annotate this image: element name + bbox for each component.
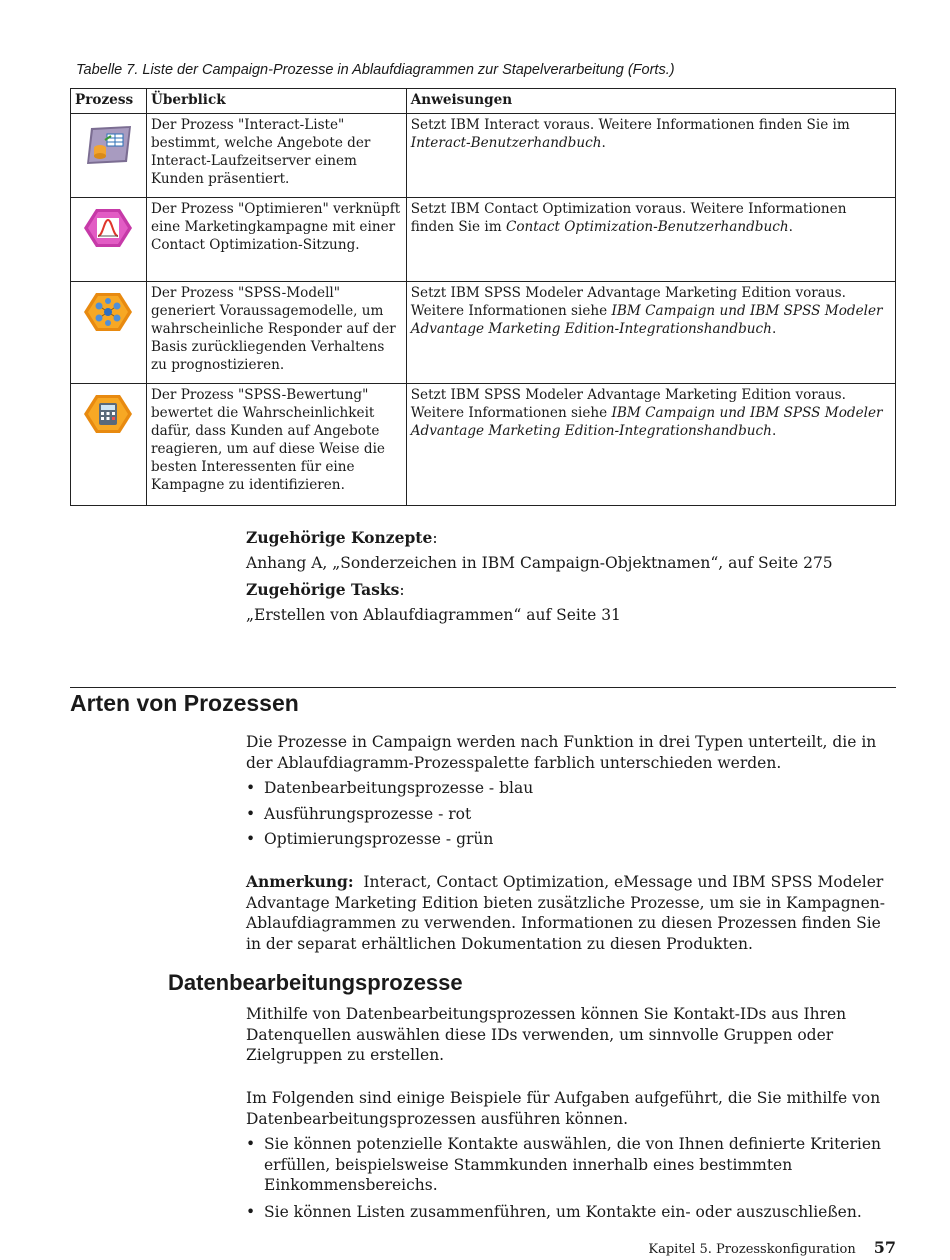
list-item: • Ausführungsprozesse - rot <box>246 804 472 823</box>
note: Anmerkung: Interact, Contact Optimization, eMessage und IBM SPSS Modeler Advantage Marketing Edition bieten zusätzliche Prozesse, um sie in Kampagnen-Ablaufdiagrammen zu verwenden. Informationen zu diesen Prozessen finden Sie in der separat erhältlichen Dokumentation zu diesen Produkten. <box>246 872 886 953</box>
process-icon-cell <box>71 114 147 198</box>
table-row <box>71 282 896 384</box>
related-concepts-heading: Zugehörige Konzepte: <box>246 528 438 547</box>
section-intro: Die Prozesse in Campaign werden nach Funktion in drei Typen unterteilt, die in der Ablaufdiagramm-Prozesspalette farblich unterschieden werden. <box>246 733 877 772</box>
section-title: Arten von Prozessen <box>70 690 299 716</box>
list-item: • Sie können Listen zusammenführen, um Kontakte ein- oder auszuschließen. <box>246 1202 862 1221</box>
manual-reference[interactable]: Contact Optimization-Benutzerhandbuch <box>505 219 789 235</box>
section-divider <box>70 687 896 688</box>
related-concepts-link[interactable]: Anhang A, „Sonderzeichen in IBM Campaign-Objektnamen“, auf Seite 275 <box>246 554 833 572</box>
process-icon-cell <box>71 282 147 384</box>
table-row <box>71 198 896 282</box>
process-type-list <box>246 778 896 850</box>
page-number: 57 <box>873 1238 896 1257</box>
instructions-cell: Setzt IBM Contact Optimization voraus. Weitere Informationen finden Sie im Contact Optimization-Benutzerhandbuch. <box>406 198 895 282</box>
process-table <box>70 88 896 506</box>
overview-cell: Der Prozess "Optimieren" verknüpft eine Marketingkampagne mit einer Contact Optimization-Sitzung. <box>146 198 406 282</box>
optimize-icon <box>83 206 133 250</box>
header-ueberblick: Überblick <box>146 89 406 114</box>
instructions-cell: Setzt IBM Interact voraus. Weitere Informationen finden Sie im Interact-Benutzerhandbuch. <box>406 114 895 198</box>
instructions-cell: Setzt IBM SPSS Modeler Advantage Marketing Edition voraus. Weitere Informationen siehe IBM Campaign und IBM SPSS Modeler Advantage Marketing Edition-Integrationshandbuch. <box>406 384 895 506</box>
manual-reference[interactable]: Interact-Benutzerhandbuch <box>410 135 602 151</box>
related-tasks-heading: Zugehörige Tasks: <box>246 580 405 599</box>
manual-reference[interactable]: IBM Campaign und IBM SPSS Modeler Advantage Marketing Edition-Integrationshandbuch <box>410 303 883 337</box>
overview-cell: Der Prozess "SPSS-Bewertung" bewertet die Wahrscheinlichkeit dafür, dass Kunden auf Angebote reagieren, um auf diese Weise die besten Interessenten für eine Kampagne zu identifizieren. <box>146 384 406 506</box>
subsection-title: Datenbearbeitungsprozesse <box>168 970 463 995</box>
list-item: • Sie können potenzielle Kontakte auswählen, die von Ihnen definierte Kriterien erfüllen, beispielsweise Stammkunden innerhalb eines bestimmten Einkommensbereichs. <box>246 1135 882 1194</box>
spss-model-icon <box>83 290 133 334</box>
task-list <box>246 1134 896 1222</box>
overview-cell: Der Prozess "SPSS-Modell" generiert Voraussagemodelle, um wahrscheinliche Responder auf der Basis zurückliegenden Verhaltens zu prognostizieren. <box>146 282 406 384</box>
table-caption: Tabelle 7. Liste der Campaign-Prozesse in Ablaufdiagrammen zur Stapelverarbeitung (Forts.) <box>76 62 675 78</box>
overview-cell: Der Prozess "Interact-Liste" bestimmt, welche Angebote der Interact-Laufzeitserver einem Kunden präsentiert. <box>146 114 406 198</box>
manual-reference[interactable]: IBM Campaign und IBM SPSS Modeler Advantage Marketing Edition-Integrationshandbuch <box>410 405 883 439</box>
page-footer <box>648 1238 896 1257</box>
list-item: • Optimierungsprozesse - grün <box>246 830 494 848</box>
list-item: • Datenbearbeitungsprozesse - blau <box>246 779 534 797</box>
process-icon-cell <box>71 384 147 506</box>
header-anweisungen: Anweisungen <box>406 89 895 114</box>
instructions-cell: Setzt IBM SPSS Modeler Advantage Marketing Edition voraus. Weitere Informationen siehe IBM Campaign und IBM SPSS Modeler Advantage Marketing Edition-Integrationshandbuch. <box>406 282 895 384</box>
header-prozess: Prozess <box>71 89 147 114</box>
table-header-row <box>71 89 896 114</box>
table-row <box>71 114 896 198</box>
subsection-para-2: Im Folgenden sind einige Beispiele für Aufgaben aufgeführt, die Sie mithilfe von Datenbearbeitungsprozessen ausführen können. <box>246 1089 881 1128</box>
table-row <box>71 384 896 506</box>
chapter-label: Kapitel 5. Prozesskonfiguration <box>648 1242 856 1257</box>
spss-score-icon <box>83 392 133 436</box>
related-tasks-link[interactable]: „Erstellen von Ablaufdiagrammen“ auf Seite 31 <box>246 606 621 624</box>
process-icon-cell <box>71 198 147 282</box>
interact-list-icon <box>83 122 133 166</box>
subsection-para-1: Mithilfe von Datenbearbeitungsprozessen können Sie Kontakt-IDs aus Ihren Datenquellen auswählen diese IDs verwenden, um sinnvolle Gruppen oder Zielgruppen zu erstellen. <box>246 1005 847 1064</box>
